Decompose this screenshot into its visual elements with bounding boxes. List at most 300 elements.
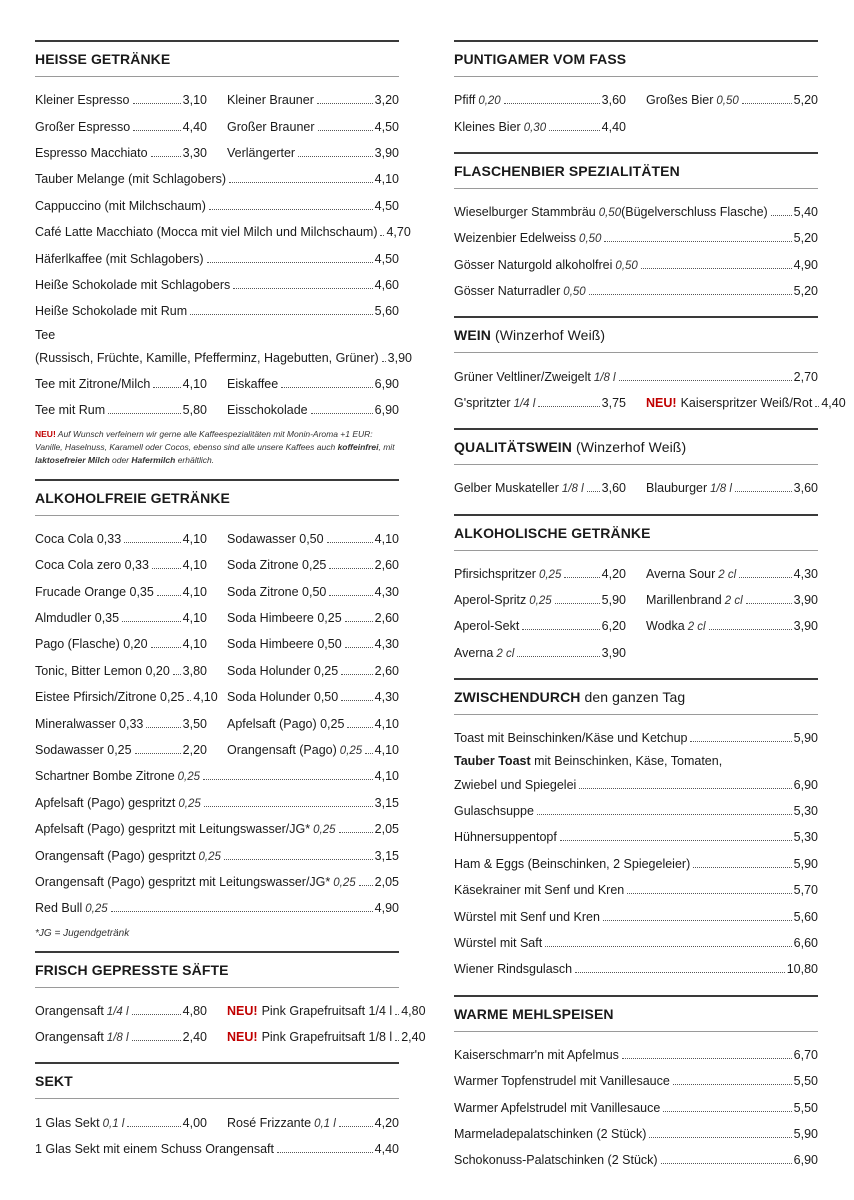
item-name: Pfiff [454, 93, 476, 108]
menu-row [35, 1109, 399, 1135]
menu-row [35, 219, 411, 245]
section-subtitle: den ganzen Tag [584, 689, 686, 706]
menu-row [35, 631, 399, 657]
item-price: 6,90 [374, 377, 399, 392]
menu-item [227, 585, 399, 599]
item-price: 4,10 [182, 637, 207, 652]
item-price: 4,10 [374, 172, 399, 187]
item-volume: 1/8 l [593, 371, 616, 384]
item-price: 4,30 [793, 566, 818, 581]
item-name: Großer Brauner [227, 119, 315, 134]
menu-item [227, 1003, 426, 1018]
section-sekt [35, 1062, 399, 1174]
menu-row [35, 869, 399, 895]
item-price: 4,50 [374, 251, 399, 266]
item-price: 4,20 [601, 566, 626, 581]
item-detail: (Bügelverschluss Flasche) [621, 204, 768, 219]
section-wein [454, 316, 846, 428]
new-badge: NEU! [35, 428, 56, 439]
menu-item [35, 278, 399, 292]
item-name: Häferlkaffee (mit Schlagobers) [35, 251, 204, 266]
menu-item [35, 743, 207, 757]
section-subtitle: (Winzerhof Weiß) [575, 439, 687, 456]
item-name: Tauber Toast [454, 754, 531, 769]
section-body [454, 465, 818, 513]
item-name: Sodawasser 0,25 [35, 743, 132, 757]
item-price: 4,10 [182, 611, 207, 626]
dot-leader [395, 1040, 399, 1041]
menu-row [454, 587, 818, 613]
item-name: Eiskaffee [227, 377, 279, 392]
menu-row [454, 771, 818, 797]
menu-row [454, 561, 818, 587]
item-price: 2,60 [374, 663, 399, 678]
dot-leader [627, 893, 791, 894]
item-name: Ham & Eggs (Beinschinken, 2 Spiegeleier) [454, 856, 691, 871]
dot-leader [108, 413, 181, 414]
section-zwischendurch [454, 678, 818, 995]
item-name: Soda Himbeere 0,25 [227, 611, 342, 626]
section-heading: FLASCHENBIER SPEZIALITÄTEN [454, 162, 680, 179]
item-price: 4,00 [182, 1115, 207, 1130]
dot-leader [207, 262, 373, 263]
dot-leader [127, 1126, 180, 1127]
menu-row [35, 658, 399, 684]
item-name: Pink Grapefruitsaft 1/4 l [261, 1003, 393, 1018]
menu-item [227, 1030, 426, 1045]
dot-leader [339, 832, 373, 833]
dot-leader [649, 1137, 791, 1138]
item-name: Coca Cola 0,33 [35, 531, 122, 546]
section-title [35, 1064, 399, 1099]
item-name: Pago (Flasche) 0,20 [35, 637, 148, 652]
item-price: 3,60 [793, 481, 818, 496]
dot-leader [132, 1014, 181, 1015]
menu-row [35, 113, 399, 139]
menu-item [35, 637, 207, 651]
item-volume: 2 cl [724, 595, 743, 608]
menu-item [454, 370, 818, 384]
section-title [454, 42, 818, 77]
item-name: Rosé Frizzante [227, 1115, 312, 1130]
menu-item [227, 93, 399, 107]
menu-item [454, 1153, 818, 1167]
item-name: Averna [454, 645, 494, 660]
item-price: 4,90 [374, 901, 399, 916]
dot-leader [587, 491, 600, 492]
item-volume: 1/8 l [710, 483, 732, 496]
item-price: 3,15 [374, 848, 399, 863]
item-name: Tee mit Rum [35, 403, 106, 418]
dot-leader [537, 814, 792, 815]
note-emphasis: laktosefreier Milch [35, 454, 110, 465]
item-price: 4,70 [386, 225, 411, 240]
item-price: 5,30 [793, 804, 818, 819]
item-price: 4,50 [374, 198, 399, 213]
menu-item [227, 146, 399, 160]
menu-item [646, 593, 818, 607]
dot-leader [311, 413, 373, 414]
item-price: 2,40 [401, 1030, 426, 1045]
dot-leader [522, 629, 599, 630]
item-price: 4,80 [182, 1003, 207, 1018]
item-price: 4,20 [374, 1115, 399, 1130]
item-name: Grüner Veltliner/Zweigelt [454, 369, 591, 384]
menu-item [646, 395, 846, 410]
menu-row [454, 278, 818, 304]
menu-item [35, 664, 207, 678]
menu-item [35, 822, 399, 836]
dot-leader [560, 840, 792, 841]
menu-item [227, 611, 399, 625]
dot-leader [641, 268, 792, 269]
dot-leader [327, 542, 373, 543]
dot-leader [545, 946, 791, 947]
item-name: Orangensaft (Pago) gespritzt [35, 848, 196, 863]
item-price: 5,90 [793, 1126, 818, 1141]
item-name: (Russisch, Früchte, Kamille, Pfefferminz, Hagebutten, Grüner) [35, 350, 379, 365]
dot-leader [622, 1058, 792, 1059]
section-alkoholische-getranke [454, 514, 818, 679]
item-name: Tauber Melange (mit Schlagobers) [35, 172, 227, 187]
menu-item [454, 284, 818, 298]
menu-item [454, 1048, 818, 1062]
item-price: 2,60 [374, 558, 399, 573]
item-name: Mineralwasser 0,33 [35, 716, 144, 731]
item-name: Cappuccino (mit Milchschaum) [35, 198, 206, 213]
dot-leader [604, 241, 791, 242]
dot-leader [329, 595, 372, 596]
item-price: 4,10 [374, 769, 399, 784]
section-heisse-getranke [35, 40, 412, 479]
menu-item [35, 377, 207, 391]
menu-row [454, 363, 818, 389]
item-price: 4,10 [193, 690, 218, 705]
menu-item [35, 1142, 399, 1156]
item-price: 3,10 [182, 93, 207, 108]
note-text: erhältlich. [175, 454, 215, 465]
item-price: 4,30 [374, 637, 399, 652]
item-volume: 0,25 [529, 595, 552, 608]
item-name: Würstel mit Saft [454, 936, 543, 950]
menu-column-right [454, 40, 846, 1186]
item-price: 5,80 [182, 403, 207, 418]
item-price: 4,10 [182, 531, 207, 546]
item-volume: 0,50 [563, 286, 586, 299]
menu-item [35, 172, 399, 186]
section-body [454, 353, 846, 428]
menu-row [35, 87, 399, 113]
section-heading: SEKT [35, 1073, 73, 1090]
menu-item [454, 593, 626, 607]
menu-row [454, 877, 818, 903]
item-name: Tee mit Zitrone/Milch [35, 377, 151, 392]
menu-item [35, 93, 207, 107]
item-price: 3,90 [387, 350, 412, 365]
menu-item [646, 93, 818, 107]
item-name: Kaiserschmarr'n mit Apfelmus [454, 1047, 619, 1062]
dot-leader [619, 380, 792, 381]
item-volume: 0,25 [178, 797, 201, 810]
item-name: Soda Holunder 0,25 [227, 663, 339, 678]
item-price: 3,90 [374, 145, 399, 160]
menu-row [454, 956, 818, 982]
menu-row [35, 684, 399, 710]
dot-leader [329, 568, 372, 569]
menu-item [35, 585, 207, 599]
dot-leader [746, 603, 792, 604]
item-volume: 0,50 [716, 95, 739, 108]
menu-item [227, 558, 399, 572]
menu-row [35, 1024, 426, 1050]
dot-leader [709, 629, 792, 630]
dot-leader [281, 387, 372, 388]
dot-leader [382, 361, 386, 362]
section-heading: FRISCH GEPRESSTE SÄFTE [35, 961, 229, 978]
item-volume: 0,25 [198, 850, 221, 863]
item-name: Eisschokolade [227, 403, 308, 418]
menu-item [35, 1030, 207, 1044]
menu-item [454, 1101, 818, 1115]
item-volume: 0,25 [313, 824, 336, 837]
dot-leader [693, 867, 791, 868]
menu-row [454, 930, 818, 956]
menu-item [454, 481, 626, 495]
item-price: 4,10 [182, 584, 207, 599]
dot-leader [815, 406, 819, 407]
dot-leader [229, 182, 373, 183]
dot-leader [317, 103, 373, 104]
dot-leader [204, 806, 373, 807]
item-volume: 0,25 [339, 745, 363, 757]
item-name: Orangensaft (Pago) [227, 743, 337, 757]
item-name: Gösser Naturradler [454, 284, 561, 299]
item-name: Gösser Naturgold alkoholfrei [454, 257, 613, 272]
menu-row [454, 1147, 818, 1173]
menu-item [35, 796, 399, 810]
section-flaschenbier-spezialitaten [454, 152, 818, 317]
section-title [454, 516, 818, 551]
dot-leader [603, 920, 792, 921]
dot-leader [151, 647, 181, 648]
menu-row [35, 842, 399, 868]
menu-row [454, 113, 818, 139]
item-name: Aperol-Sekt [454, 619, 520, 634]
item-name: Apfelsaft (Pago) gespritzt mit Leitungswasser/JG* [35, 822, 311, 837]
item-name: Kaiserspritzer Weiß/Rot [680, 395, 813, 410]
item-name: Heiße Schokolade mit Schlagobers [35, 277, 231, 292]
menu-item [454, 883, 818, 897]
section-title [35, 481, 399, 516]
item-name: 1 Glas Sekt mit einem Schuss Orangensaft [35, 1141, 274, 1156]
item-price: 6,90 [374, 403, 399, 418]
item-volume: 0,25 [538, 568, 562, 581]
item-volume: 1/4 l [513, 397, 536, 410]
item-volume: 0,20 [478, 95, 501, 108]
item-price: 5,20 [793, 284, 818, 299]
dot-leader [347, 727, 372, 728]
item-volume: 0,50 [598, 206, 622, 219]
item-price: 5,60 [793, 909, 818, 924]
menu-item [35, 611, 207, 625]
dot-leader [538, 406, 599, 407]
menu-item [35, 558, 207, 572]
item-price: 4,50 [374, 119, 399, 134]
item-price: 5,70 [793, 883, 818, 898]
dot-leader [380, 235, 384, 236]
menu-item [454, 1074, 818, 1088]
item-price: 4,30 [374, 690, 399, 705]
item-volume: 1/8 l [561, 483, 584, 496]
menu-item [35, 146, 207, 160]
menu-item [646, 567, 818, 581]
dot-leader [341, 674, 372, 675]
dot-leader [277, 1152, 373, 1153]
menu-row [35, 895, 399, 921]
menu-row [35, 371, 399, 397]
item-price: 2,20 [182, 743, 207, 757]
item-volume: 2 cl [718, 568, 737, 581]
dot-leader [739, 577, 791, 578]
item-price: 5,90 [601, 593, 626, 608]
dot-leader [359, 885, 373, 886]
item-name: Käsekrainer mit Senf und Kren [454, 883, 625, 898]
dot-leader [555, 603, 600, 604]
item-name: Kleines Bier [454, 119, 521, 134]
item-price: 5,20 [793, 93, 818, 108]
item-detail: mit Beinschinken, Käse, Tomaten, [530, 754, 723, 769]
menu-row [35, 345, 412, 371]
item-name: Toast mit Beinschinken/Käse und Ketchup [454, 731, 688, 746]
menu-item [454, 567, 626, 581]
item-name: Verlängerter [227, 145, 296, 160]
menu-item [35, 875, 399, 889]
item-name: Almdudler 0,35 [35, 611, 120, 626]
menu-item [454, 646, 626, 660]
menu-item [227, 403, 399, 417]
menu-item [227, 664, 399, 678]
menu-row [454, 87, 818, 113]
menu-row [454, 725, 818, 751]
item-name: Soda Holunder 0,50 [227, 690, 339, 705]
item-price: 3,20 [374, 93, 399, 108]
item-name: Orangensaft [35, 1003, 104, 1018]
menu-item [454, 231, 818, 245]
menu-row [35, 763, 399, 789]
dot-leader [345, 647, 373, 648]
item-price: 3,90 [601, 645, 626, 660]
item-name: Eistee Pfirsich/Zitrone 0,25 [35, 690, 185, 705]
item-name: Wieselburger Stammbräu [454, 204, 596, 219]
menu-item [35, 690, 218, 705]
item-price: 3,60 [601, 93, 626, 108]
item-price: 3,60 [601, 481, 626, 496]
section-body [35, 988, 426, 1063]
menu-row [35, 272, 399, 298]
item-volume: 2 cl [496, 647, 515, 660]
item-name: Großes Bier [646, 93, 714, 108]
item-name: Zwiebel und Spiegelei [454, 777, 577, 792]
dot-leader [673, 1084, 792, 1085]
dot-leader [504, 103, 600, 104]
item-price: 4,40 [601, 119, 626, 134]
menu-row [35, 193, 399, 219]
menu-row [35, 710, 399, 736]
item-price: 2,60 [374, 611, 399, 626]
dot-leader [233, 288, 372, 289]
menu-item [454, 205, 818, 219]
menu-row [454, 613, 818, 639]
item-price: 2,05 [374, 822, 399, 837]
note-emphasis: koffeinfrei [337, 441, 379, 452]
item-price: 3,90 [793, 619, 818, 634]
item-name: Blauburger [646, 481, 708, 496]
menu-item [227, 377, 399, 391]
menu-column-left [35, 40, 426, 1174]
item-volume: 0,25 [85, 903, 108, 916]
menu-row [35, 166, 399, 192]
dot-leader [339, 1126, 373, 1127]
item-name: Wodka [646, 619, 685, 634]
item-price: 6,60 [793, 936, 818, 950]
item-volume: 1/4 l [106, 1005, 129, 1018]
item-price: 6,90 [793, 777, 818, 792]
menu-line: Tee [35, 327, 56, 342]
menu-item [454, 258, 818, 272]
menu-row [454, 1068, 818, 1094]
section-title [35, 42, 399, 77]
dot-leader [133, 130, 180, 131]
section-body [454, 1032, 818, 1186]
menu-item [35, 1004, 207, 1018]
item-price: 5,50 [793, 1074, 818, 1089]
dot-leader [173, 674, 181, 675]
item-price: 3,90 [793, 593, 818, 608]
note-text: Auf Wunsch verfeinern wir gerne alle Kaffeespezialitäten mit Monin-Aroma +1 EUR: Vanille, Haselnuss, Karamell oder Cocos, ebenso sind alle unsere Kaffees auch [35, 428, 373, 452]
menu-item [35, 769, 399, 783]
menu-row [35, 816, 399, 842]
item-volume: 2 cl [687, 621, 706, 634]
item-price: 4,30 [374, 584, 399, 599]
item-name: Soda Zitrone 0,25 [227, 558, 327, 573]
section-qualitatswein [454, 428, 818, 513]
menu-row [35, 245, 399, 271]
menu-row [454, 851, 818, 877]
menu-row [454, 640, 818, 666]
section-frisch-gepresste-safte [35, 951, 426, 1063]
item-price: 5,30 [793, 830, 818, 845]
menu-item [227, 717, 399, 731]
section-body [454, 189, 818, 317]
menu-row [35, 397, 399, 423]
item-price: 4,10 [374, 716, 399, 731]
item-price: 4,60 [374, 277, 399, 292]
menu-item [35, 403, 207, 417]
menu-row [35, 998, 426, 1024]
menu-row [35, 552, 399, 578]
section-title [454, 430, 818, 465]
dot-leader [151, 156, 181, 157]
item-volume: 0,50 [615, 259, 638, 272]
dot-leader [124, 542, 180, 543]
item-price: 4,10 [182, 377, 207, 392]
item-name: Hühnersuppentopf [454, 830, 557, 845]
dot-leader [575, 972, 785, 973]
note-emphasis: Hafermilch [131, 454, 176, 465]
item-name: Aperol-Spritz [454, 593, 527, 608]
menu-row [35, 790, 399, 816]
item-name: Würstel mit Senf und Kren [454, 909, 600, 924]
